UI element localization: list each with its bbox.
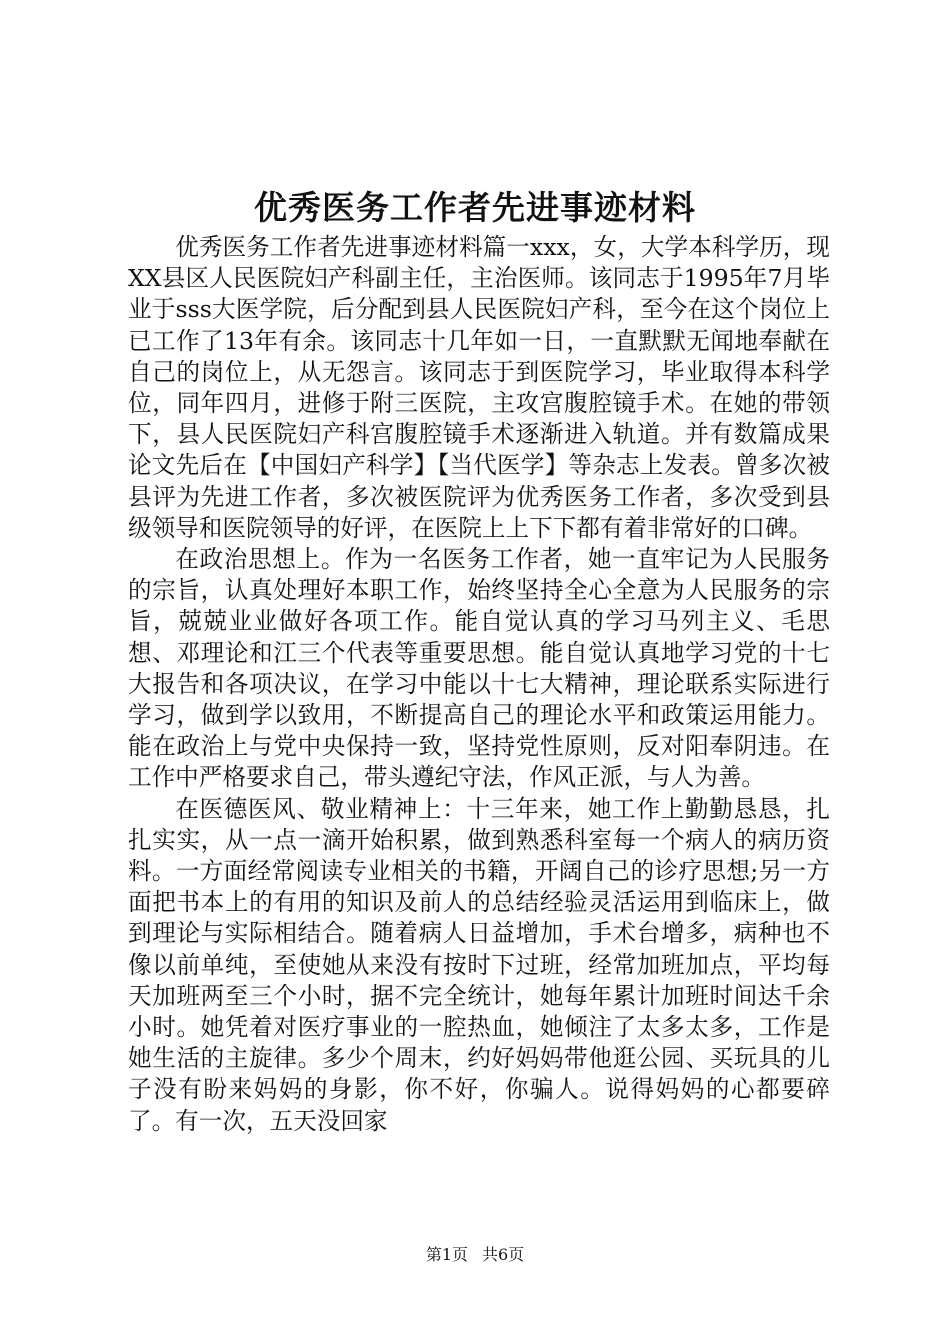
page-number-current: 第1页 [425,1245,468,1264]
page-number-total: 共6页 [482,1245,525,1264]
page-footer [0,1243,950,1267]
paragraph-intro: 优秀医务工作者先进事迹材料篇一xxx，女，大学本科学历，现XX县区人民医院妇产科副主任，主治医师。该同志于1995年7月毕业于sss大医学院，后分配到县人民医院妇产科，至今在这个岗位上已工作了13年有余。该同志十几年如一日，一直默默无闻地奉献在自己的岗位上，从无怨言。该同志于到医院学习，毕业取得本科学位，同年四月，进修于附三医院，主攻宫腹腔镜手术。在她的带领下，县人民医院妇产科宫腹腔镜手术逐渐进入轨道。并有数篇成果论文先后在【中国妇产科学】【当代医学】等杂志上发表。曾多次被县评为先进工作者，多次被医院评为优秀医务工作者，多次受到县级领导和医院领导的好评，在医院上上下下都有着非常好的口碑。 [128,233,830,542]
document-body [128,232,830,1137]
document-title: 优秀医务工作者先进事迹材料 [254,188,696,227]
paragraph-political-thought: 在政治思想上。作为一名医务工作者，她一直牢记为人民服务的宗旨，认真处理好本职工作，始终坚持全心全意为人民服务的宗旨，兢兢业业做好各项工作。能自觉认真的学习马列主义、毛思想、邓理论和江三个代表等重要思想。能自觉认真地学习党的十七大报告和各项决议，在学习中能以十七大精神，理论联系实际进行学习，做到学以致用，不断提高自己的理论水平和政策运用能力。能在政治上与党中央保持一致，坚持党性原则，反对阳奉阴违。在工作中严格要求自己，带头遵纪守法，作风正派，与人为善。 [128,545,830,792]
paragraph-medical-ethics: 在医德医风、敬业精神上：十三年来，她工作上勤勤恳恳，扎扎实实，从一点一滴开始积累，做到熟悉科室每一个病人的病历资料。一方面经常阅读专业相关的书籍，开阔自己的诊疗思想;另一方面把书本上的有用的知识及前人的总结经验灵活运用到临床上，做到理论与实际相结合。随着病人日益增加，手术台增多，病种也不像以前单纯，至使她从来没有按时下过班，经常加班加点，平均每天加班两至三个小时，据不完全统计，她每年累计加班时间达千余小时。她凭着对医疗事业的一腔热血，她倾注了太多太多，工作是她生活的主旋律。多少个周末，约好妈妈带他逛公园、买玩具的儿子没有盼来妈妈的身影，你不好，你骗人。说得妈妈的心都要碎了。有一次，五天没回家 [128,794,830,1135]
